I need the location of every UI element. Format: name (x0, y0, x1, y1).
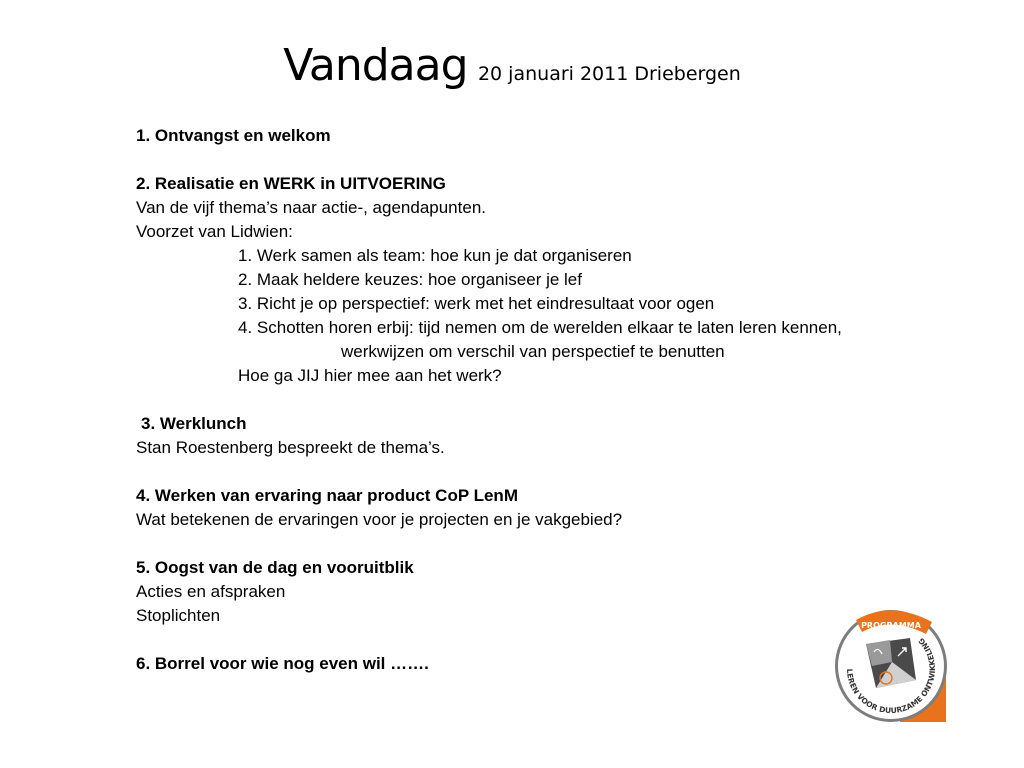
agenda-subitem-4: 4. Schotten horen erbij: tijd nemen om de werelden elkaar te laten leren kennen, (238, 318, 842, 337)
logo-banner-text: PROGRAMMA (861, 621, 921, 630)
agenda-item-2-proposal: Voorzet van Lidwien: (136, 222, 293, 241)
agenda-item-5: 5. Oogst van de dag en vooruitblik (136, 558, 414, 577)
agenda-item-3-description: Stan Roestenberg bespreekt de thema’s. (136, 438, 445, 457)
spacer (136, 148, 996, 172)
spacer (136, 388, 996, 412)
logo-ring-textpath: LEREN VOOR DUURZAME ONTWIKKELING (844, 636, 938, 716)
agenda-item-3: 3. Werklunch (141, 414, 247, 433)
agenda-item-5-traffic-lights: Stoplichten (136, 606, 221, 625)
agenda-item-4: 4. Werken van ervaring naar product CoP LenM (136, 486, 518, 505)
agenda-item-6: 6. Borrel voor wie nog even wil ……. (136, 654, 429, 673)
agenda-list (136, 124, 996, 676)
slide-title-block (0, 40, 1024, 91)
agenda-item-2-description: Van de vijf thema’s naar actie-, agendapunten. (136, 198, 486, 217)
agenda-subitem-4-continued: werkwijzen om verschil van perspectief te benutten (341, 342, 725, 361)
agenda-item-1: 1. Ontvangst en welkom (136, 126, 331, 145)
slide-title: Vandaag (283, 40, 468, 91)
programma-logo (832, 604, 950, 724)
agenda-item-4-description: Wat betekenen de ervaringen voor je projecten en je vakgebied? (136, 510, 623, 529)
agenda-subitem-1: 1. Werk samen als team: hoe kun je dat organiseren (238, 246, 632, 265)
agenda-subitem-3: 3. Richt je op perspectief: werk met het eindresultaat voor ogen (238, 294, 715, 313)
agenda-item-5-actions: Acties en afspraken (136, 582, 286, 601)
agenda-item-2: 2. Realisatie en WERK in UITVOERING (136, 174, 446, 193)
slide-subtitle: 20 januari 2011 Driebergen (477, 63, 741, 85)
spacer (136, 532, 996, 556)
spacer (136, 460, 996, 484)
agenda-item-2-question: Hoe ga JIJ hier mee aan het werk? (238, 366, 502, 385)
agenda-subitem-2: 2. Maak heldere keuzes: hoe organiseer je lef (238, 270, 582, 289)
